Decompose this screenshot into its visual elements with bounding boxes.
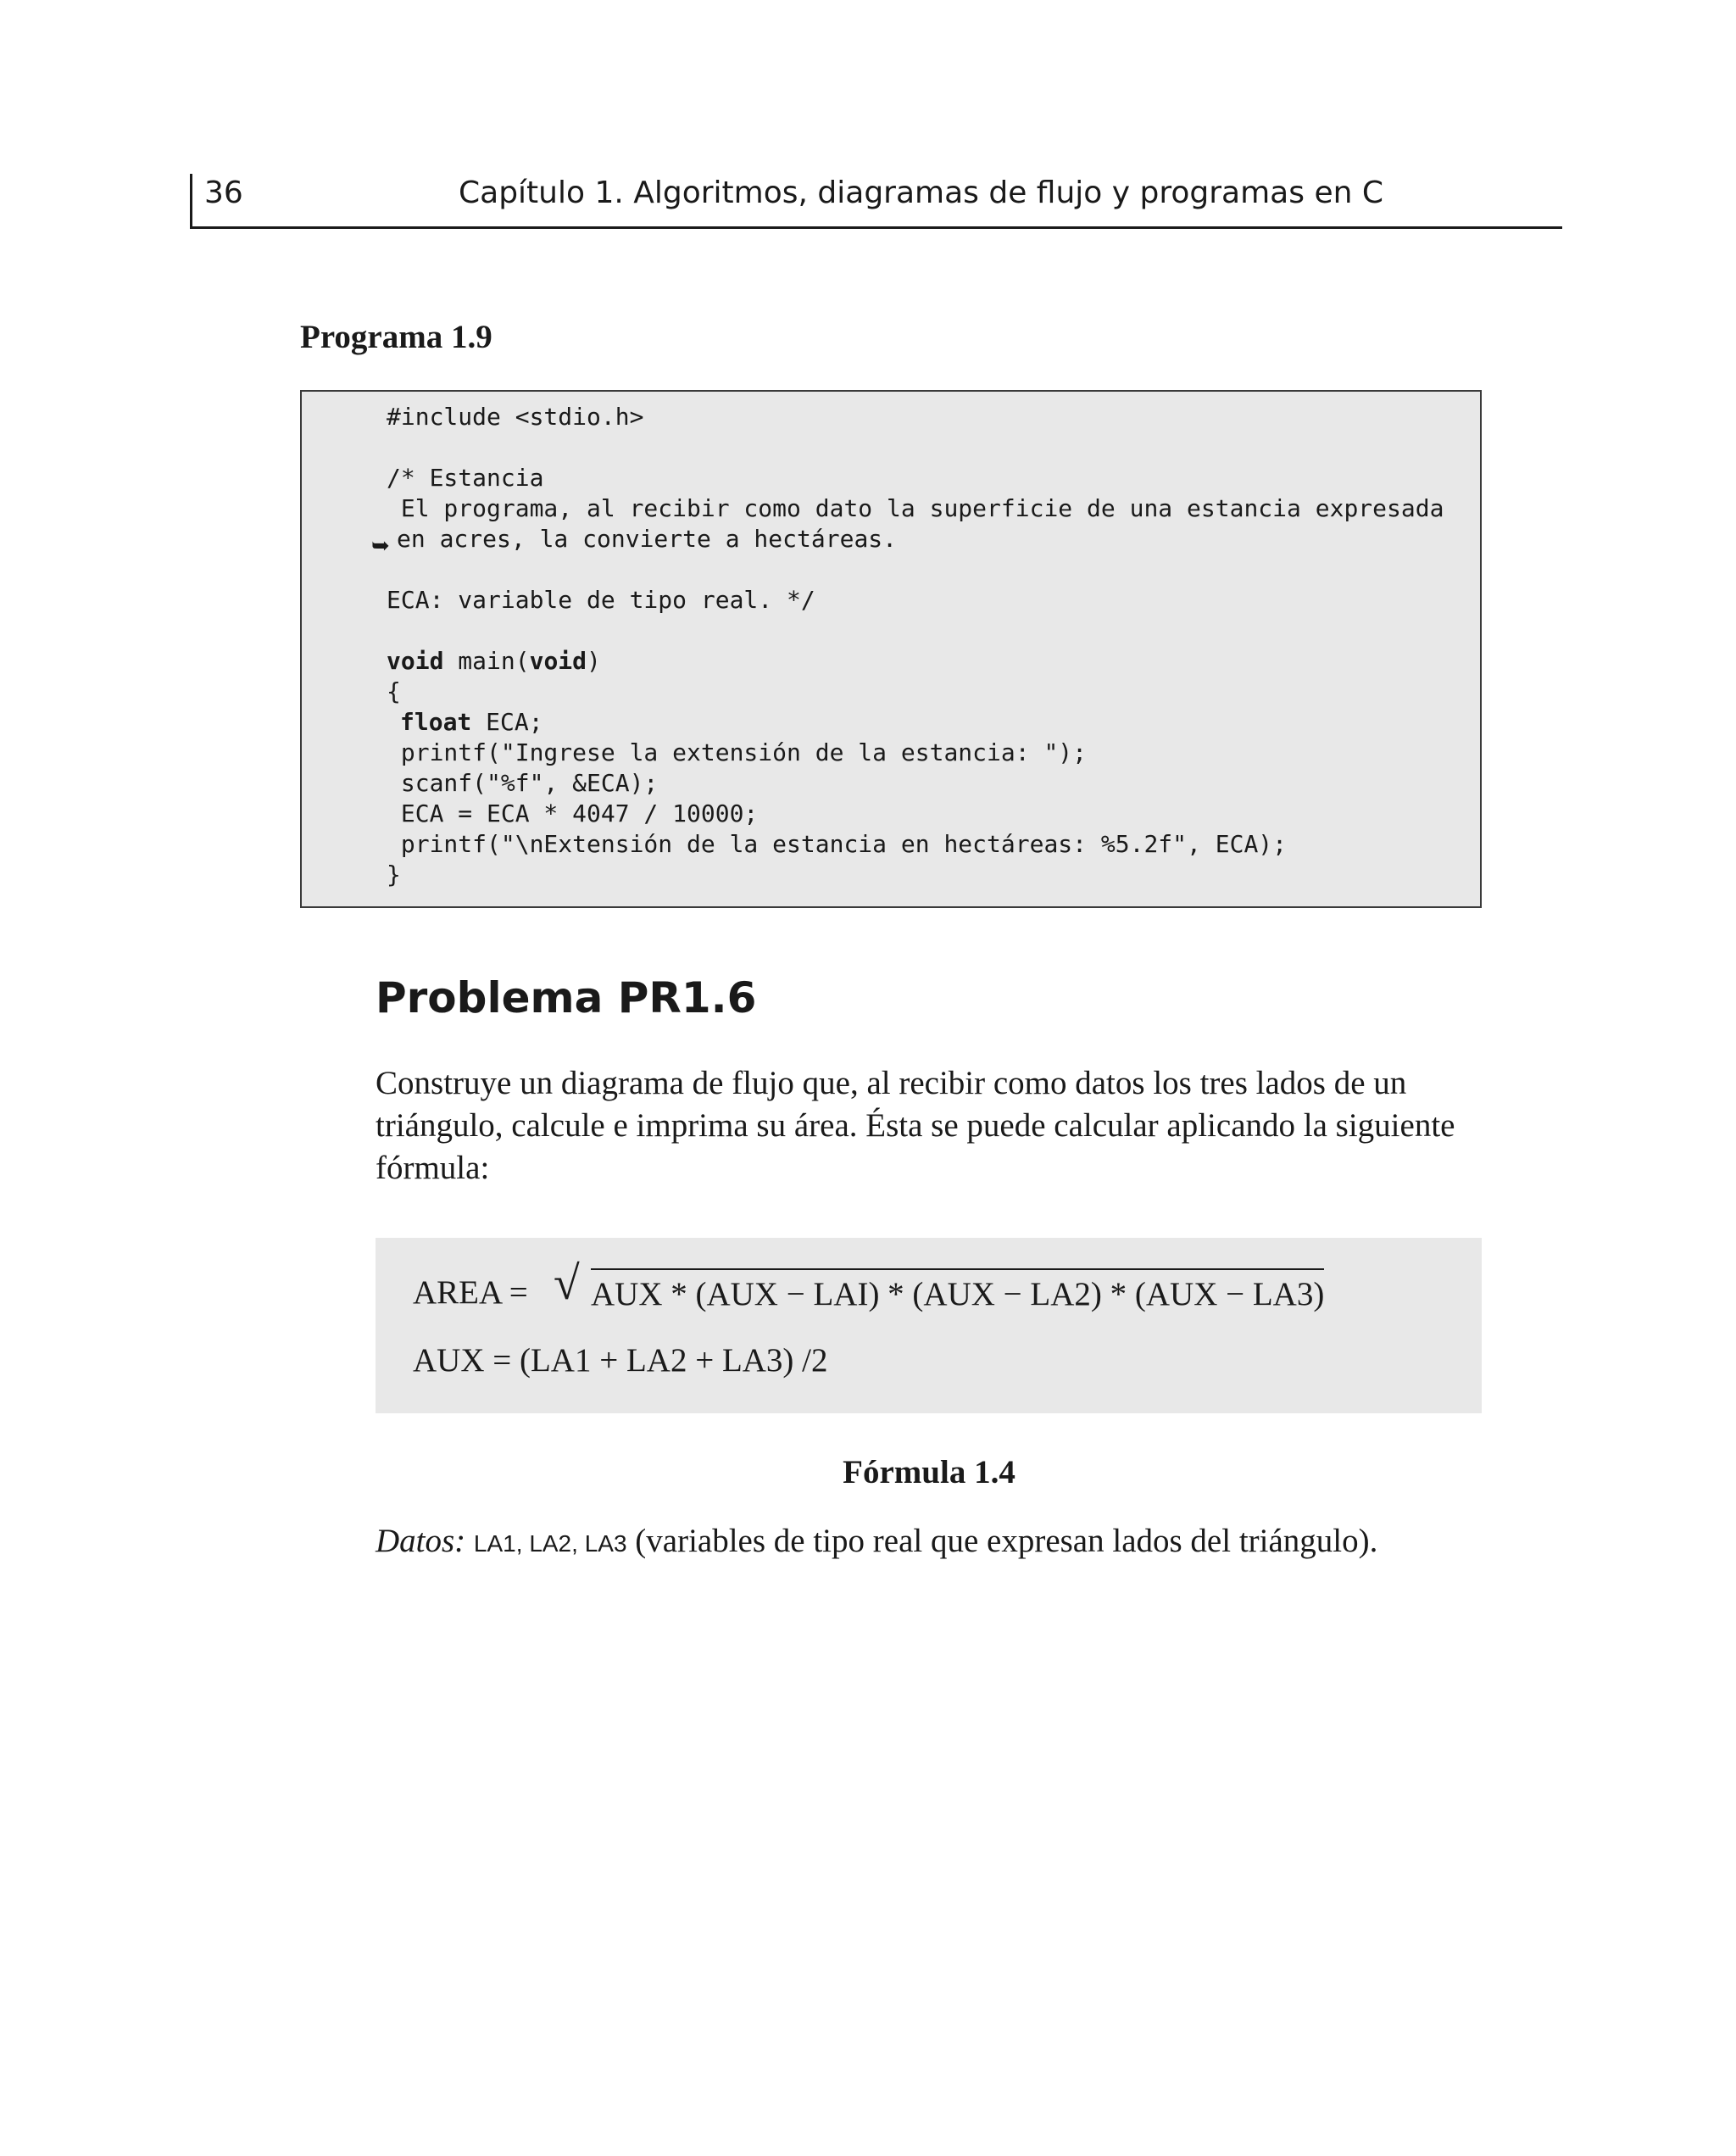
code-line: #include <stdio.h> [387, 403, 644, 431]
problem-heading: Problema PR1.6 [376, 973, 757, 1022]
code-line: scanf("%f", &ECA); [387, 769, 659, 797]
data-description: (variables de tipo real que expresan lados del triángulo). [626, 1523, 1378, 1559]
running-title: Capítulo 1. Algoritmos, diagramas de flujo y programas en C [459, 175, 1383, 210]
formula-aux-line: AUX = (LA1 + LA2 + LA3) /2 [413, 1342, 828, 1379]
code-line: } [387, 861, 401, 889]
separator: , [515, 1530, 530, 1557]
formula-caption-text: Fórmula 1.4 [843, 1454, 1015, 1490]
variable-la3: LA3 [584, 1530, 627, 1557]
code-line: printf("Ingrese la extensión de la estancia: "); [387, 738, 1088, 766]
program-title: Programa 1.9 [300, 319, 492, 355]
code-line [387, 646, 601, 677]
code-keyword: void [529, 647, 587, 675]
variable-la2: LA2 [529, 1530, 572, 1557]
code-line: en acres, la convierte a hectáreas. [397, 525, 898, 553]
separator: , [571, 1530, 585, 1557]
variable-la1: LA1 [473, 1530, 516, 1557]
formula-box [376, 1238, 1482, 1413]
page-number: 36 [204, 175, 243, 210]
problem-statement: Construye un diagrama de flujo que, al recibir como datos los tres lados de un triángulo, calcule e imprima su área. Ésta se puede calcular aplicando la siguiente fórmula: [376, 1065, 1455, 1186]
running-header [190, 174, 1562, 229]
code-text: ) [587, 647, 601, 675]
formula-caption [0, 1453, 1736, 1491]
square-root-icon: √ [554, 1257, 580, 1310]
code-line: ECA = ECA * 4047 / 10000; [387, 799, 759, 827]
code-line: { [387, 677, 401, 705]
code-line [400, 707, 543, 738]
code-keyword: void [387, 647, 444, 675]
code-keyword: float [400, 708, 472, 736]
code-line: El programa, al recibir como dato la superficie de una estancia expresada [387, 494, 1444, 522]
code-text: ECA; [471, 708, 543, 736]
line-wrap-arrow-icon: ➥ [371, 533, 390, 559]
data-note [376, 1522, 1377, 1560]
data-label: Datos: [376, 1523, 466, 1559]
code-line: printf("\nExtensión de la estancia en hectáreas: %5.2f", ECA); [387, 830, 1288, 858]
formula-radicand: AUX * (AUX − LAI) * (AUX − LA2) * (AUX − LA3) [591, 1268, 1324, 1319]
code-line: /* Estancia [387, 464, 544, 492]
formula-area-lhs: AREA = [413, 1274, 528, 1311]
code-line: ECA: variable de tipo real. */ [387, 586, 815, 614]
code-text: main( [443, 647, 530, 675]
code-listing [300, 390, 1482, 908]
